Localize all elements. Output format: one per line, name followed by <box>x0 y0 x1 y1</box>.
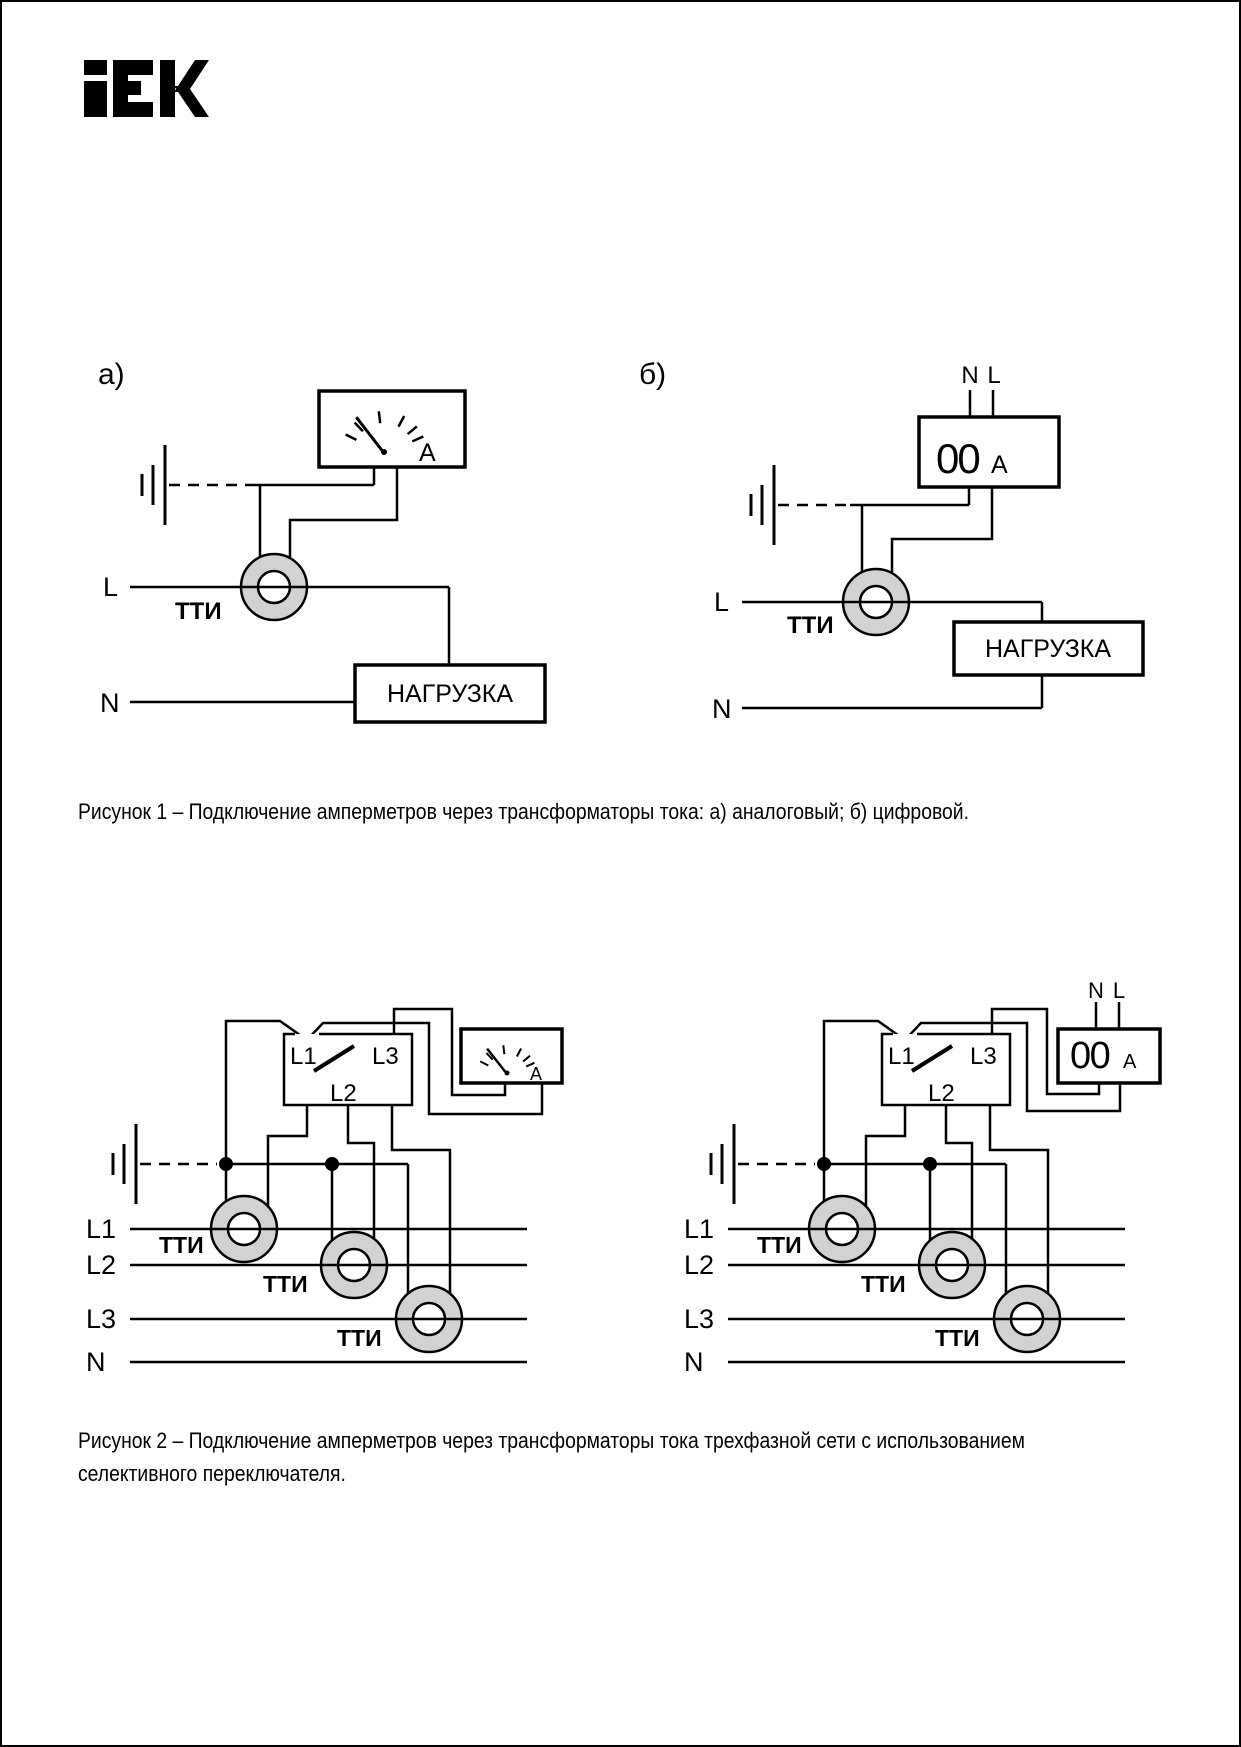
figure2-caption <box>78 1424 1025 1490</box>
switch-L1-label: L1 <box>290 1043 317 1070</box>
meter-unit-label: А <box>419 439 436 467</box>
line-L2-label: L2 <box>86 1250 117 1280</box>
line-L-label: L <box>714 587 730 617</box>
switch-L2-label: L2 <box>330 1080 357 1107</box>
meter-needle-pivot <box>505 1071 510 1076</box>
meter-unit-label: А <box>530 1064 543 1084</box>
figure1-caption: Рисунок 1 – Подключение амперметров через трансформаторы тока: а) аналоговый; б) цифровой. <box>78 799 969 824</box>
figure2-caption-line1: Рисунок 2 – Подключение амперметров через трансформаторы тока трехфазной сети с использованием <box>78 1428 1025 1453</box>
junction-dot <box>817 1157 831 1171</box>
digital-ammeter <box>1058 1029 1160 1083</box>
ct-label: ТТИ <box>337 1325 382 1351</box>
line-L1-label: L1 <box>684 1214 715 1244</box>
line-N-label: N <box>86 1347 106 1377</box>
load-label: НАГРУЗКА <box>386 680 514 708</box>
figure2-diagram-digital <box>684 978 1160 1377</box>
switch-L3-label: L3 <box>970 1043 997 1070</box>
meter-unit-label: А <box>991 451 1008 479</box>
meter-term-n-label: N <box>1088 978 1104 1003</box>
switch-L3-label: L3 <box>372 1043 399 1070</box>
ct-label: ТТИ <box>935 1325 980 1351</box>
junction-dot <box>219 1157 233 1171</box>
meter-term-l-label: L <box>1112 978 1126 1003</box>
junction-dot <box>325 1157 339 1171</box>
figure2-caption-line2: селективного переключателя. <box>78 1461 346 1486</box>
iek-logo <box>84 60 209 117</box>
meter-unit-label: А <box>1123 1051 1137 1073</box>
load-box <box>954 622 1143 675</box>
load-box <box>355 665 545 722</box>
meter-value: 00 <box>1070 1035 1110 1077</box>
ct-label: ТТИ <box>159 1232 204 1258</box>
ct-label: ТТИ <box>757 1232 802 1258</box>
selector-switch <box>284 1034 412 1107</box>
analog-ammeter <box>319 391 465 467</box>
ground-icon <box>751 465 774 545</box>
ct-label: ТТИ <box>787 612 834 639</box>
line-N-label: N <box>684 1347 704 1377</box>
secondary-wiring <box>252 467 397 557</box>
line-L-label: L <box>103 572 119 602</box>
ground-icon <box>711 1124 734 1204</box>
meter-term-n-label: N <box>961 362 979 389</box>
digital-ammeter <box>919 417 1059 487</box>
line-L2-label: L2 <box>684 1250 715 1280</box>
meter-value: 00 <box>936 435 979 482</box>
line-N-label: N <box>712 694 732 724</box>
line-N-label: N <box>100 688 120 718</box>
ground-icon <box>142 445 165 525</box>
junction-dot <box>923 1157 937 1171</box>
diagram-a-label: а) <box>98 358 125 391</box>
ct-label: ТТИ <box>175 598 222 625</box>
analog-ammeter <box>461 1029 562 1084</box>
diagram-b-label: б) <box>639 358 667 391</box>
figure1-diagram-a <box>98 358 545 722</box>
line-L1-label: L1 <box>86 1214 117 1244</box>
line-L3-label: L3 <box>684 1304 715 1334</box>
ct-label: ТТИ <box>263 1271 308 1297</box>
figure1-diagram-b <box>639 358 1143 724</box>
switch-L2-label: L2 <box>928 1080 955 1107</box>
selector-switch <box>882 1034 1010 1107</box>
line-L3-label: L3 <box>86 1304 117 1334</box>
load-label: НАГРУЗКА <box>984 635 1112 663</box>
secondary-wiring <box>850 487 992 572</box>
meter-term-l-label: L <box>987 362 1001 389</box>
meter-needle-pivot <box>381 449 387 455</box>
ground-icon <box>113 1124 136 1204</box>
figure2-diagram-analog <box>86 1009 562 1377</box>
ct-label: ТТИ <box>861 1271 906 1297</box>
switch-L1-label: L1 <box>888 1043 915 1070</box>
